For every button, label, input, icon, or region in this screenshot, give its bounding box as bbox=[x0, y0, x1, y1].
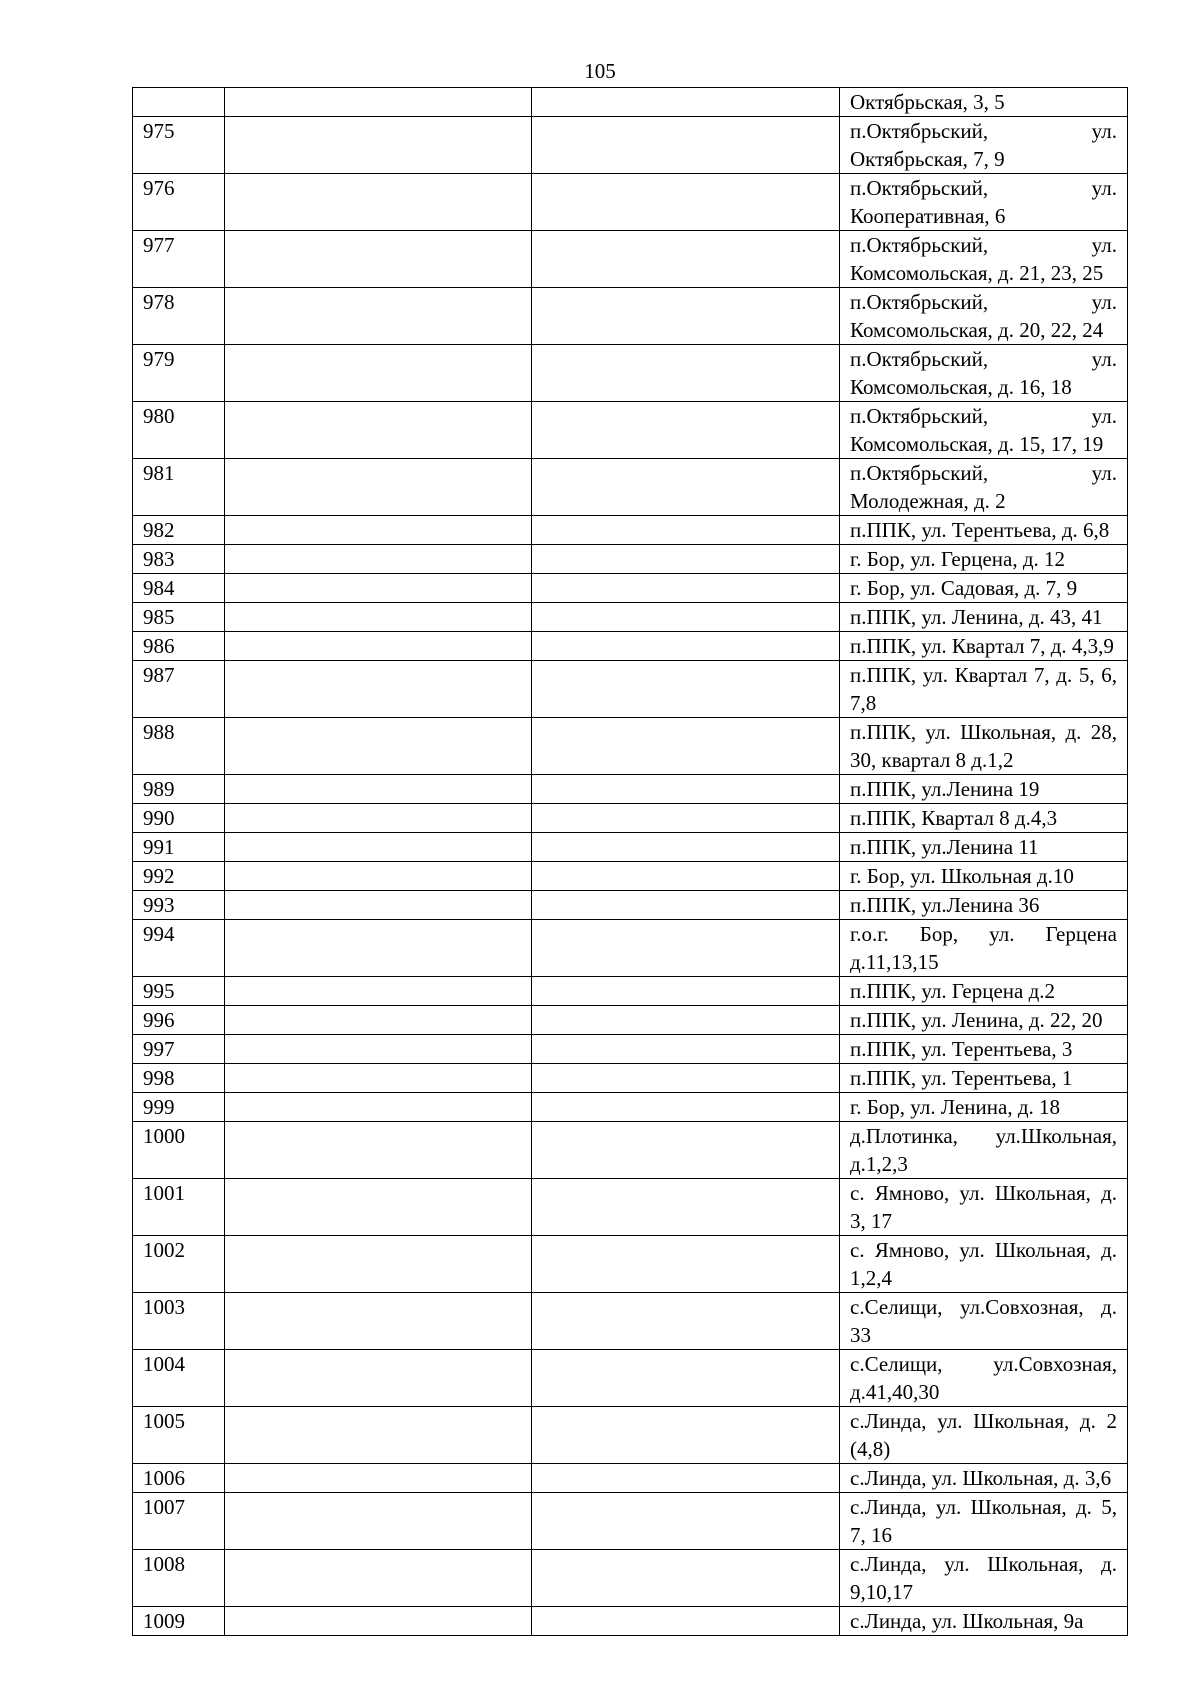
address-cell: п.ППК, ул. Терентьева, 1 bbox=[840, 1064, 1128, 1093]
empty-cell bbox=[532, 1122, 840, 1179]
address-cell: д.Плотинка, ул.Школьная, д.1,2,3 bbox=[840, 1122, 1128, 1179]
address-cell: с. Ямново, ул. Школьная, д. 1,2,4 bbox=[840, 1236, 1128, 1293]
row-number bbox=[133, 88, 225, 117]
table-row bbox=[133, 1122, 1128, 1179]
empty-cell bbox=[532, 1350, 840, 1407]
empty-cell bbox=[225, 1035, 532, 1064]
table-row bbox=[133, 1179, 1128, 1236]
address-cell: Октябрьская, 3, 5 bbox=[840, 88, 1128, 117]
empty-cell bbox=[225, 920, 532, 977]
row-number: 993 bbox=[133, 891, 225, 920]
empty-cell bbox=[532, 1464, 840, 1493]
address-cell: п.Октябрьский, ул. Комсомольская, д. 15, 17, 19 bbox=[840, 402, 1128, 459]
empty-cell bbox=[532, 516, 840, 545]
empty-cell bbox=[532, 1236, 840, 1293]
table-row bbox=[133, 345, 1128, 402]
address-cell: с.Линда, ул. Школьная, д. 5, 7, 16 bbox=[840, 1493, 1128, 1550]
table-row bbox=[133, 1093, 1128, 1122]
empty-cell bbox=[532, 459, 840, 516]
empty-cell bbox=[532, 345, 840, 402]
row-number: 982 bbox=[133, 516, 225, 545]
address-cell: п.ППК, Квартал 8 д.4,3 bbox=[840, 804, 1128, 833]
table-row bbox=[133, 632, 1128, 661]
row-number: 978 bbox=[133, 288, 225, 345]
row-number: 996 bbox=[133, 1006, 225, 1035]
table-row bbox=[133, 1464, 1128, 1493]
address-cell: с.Линда, ул. Школьная, д. 3,6 bbox=[840, 1464, 1128, 1493]
empty-cell bbox=[532, 804, 840, 833]
row-number: 986 bbox=[133, 632, 225, 661]
row-number: 994 bbox=[133, 920, 225, 977]
address-cell: с.Линда, ул. Школьная, д. 9,10,17 bbox=[840, 1550, 1128, 1607]
table-row bbox=[133, 1006, 1128, 1035]
empty-cell bbox=[225, 516, 532, 545]
table-row bbox=[133, 1350, 1128, 1407]
table-row bbox=[133, 833, 1128, 862]
address-cell: п.ППК, ул. Квартал 7, д. 5, 6, 7,8 bbox=[840, 661, 1128, 718]
empty-cell bbox=[532, 603, 840, 632]
empty-cell bbox=[532, 920, 840, 977]
row-number: 991 bbox=[133, 833, 225, 862]
empty-cell bbox=[225, 402, 532, 459]
empty-cell bbox=[225, 775, 532, 804]
address-cell: п.Октябрьский, ул. Молодежная, д. 2 bbox=[840, 459, 1128, 516]
table-row bbox=[133, 402, 1128, 459]
row-number: 1002 bbox=[133, 1236, 225, 1293]
address-cell: п.ППК, ул. Школьная, д. 28, 30, квартал 8 д.1,2 bbox=[840, 718, 1128, 775]
empty-cell bbox=[225, 574, 532, 603]
table-row bbox=[133, 891, 1128, 920]
address-cell: п.ППК, ул. Ленина, д. 22, 20 bbox=[840, 1006, 1128, 1035]
empty-cell bbox=[225, 545, 532, 574]
row-number: 997 bbox=[133, 1035, 225, 1064]
empty-cell bbox=[532, 402, 840, 459]
table-row bbox=[133, 1064, 1128, 1093]
row-number: 985 bbox=[133, 603, 225, 632]
empty-cell bbox=[225, 661, 532, 718]
row-number: 979 bbox=[133, 345, 225, 402]
row-number: 980 bbox=[133, 402, 225, 459]
address-cell: п.Октябрьский, ул. Комсомольская, д. 20, 22, 24 bbox=[840, 288, 1128, 345]
address-cell: г.о.г. Бор, ул. Герцена д.11,13,15 bbox=[840, 920, 1128, 977]
row-number: 975 bbox=[133, 117, 225, 174]
address-cell: п.ППК, ул. Квартал 7, д. 4,3,9 bbox=[840, 632, 1128, 661]
empty-cell bbox=[225, 1293, 532, 1350]
empty-cell bbox=[532, 977, 840, 1006]
empty-cell bbox=[532, 1407, 840, 1464]
empty-cell bbox=[532, 1293, 840, 1350]
address-table bbox=[132, 87, 1128, 1636]
empty-cell bbox=[225, 603, 532, 632]
table-row bbox=[133, 920, 1128, 977]
address-cell: с.Селищи, ул.Совхозная, д. 33 bbox=[840, 1293, 1128, 1350]
row-number: 1001 bbox=[133, 1179, 225, 1236]
empty-cell bbox=[225, 459, 532, 516]
empty-cell bbox=[532, 1493, 840, 1550]
address-cell: п.ППК, ул.Ленина 36 bbox=[840, 891, 1128, 920]
table-row bbox=[133, 174, 1128, 231]
table-row bbox=[133, 288, 1128, 345]
row-number: 1000 bbox=[133, 1122, 225, 1179]
table-row bbox=[133, 1493, 1128, 1550]
empty-cell bbox=[225, 1236, 532, 1293]
row-number: 1005 bbox=[133, 1407, 225, 1464]
table-row bbox=[133, 516, 1128, 545]
row-number: 1004 bbox=[133, 1350, 225, 1407]
empty-cell bbox=[532, 288, 840, 345]
table-row bbox=[133, 1293, 1128, 1350]
empty-cell bbox=[225, 88, 532, 117]
empty-cell bbox=[225, 117, 532, 174]
row-number: 1003 bbox=[133, 1293, 225, 1350]
row-number: 1009 bbox=[133, 1607, 225, 1636]
address-cell: с.Линда, ул. Школьная, д. 2 (4,8) bbox=[840, 1407, 1128, 1464]
table-row bbox=[133, 1035, 1128, 1064]
row-number: 983 bbox=[133, 545, 225, 574]
address-cell: п.ППК, ул. Терентьева, 3 bbox=[840, 1035, 1128, 1064]
table-row bbox=[133, 661, 1128, 718]
row-number: 990 bbox=[133, 804, 225, 833]
empty-cell bbox=[225, 862, 532, 891]
empty-cell bbox=[532, 231, 840, 288]
address-cell: п.Октябрьский, ул. Комсомольская, д. 21, 23, 25 bbox=[840, 231, 1128, 288]
row-number: 977 bbox=[133, 231, 225, 288]
row-number: 976 bbox=[133, 174, 225, 231]
empty-cell bbox=[532, 1006, 840, 1035]
empty-cell bbox=[532, 1179, 840, 1236]
row-number: 981 bbox=[133, 459, 225, 516]
empty-cell bbox=[225, 288, 532, 345]
table-row bbox=[133, 459, 1128, 516]
empty-cell bbox=[225, 231, 532, 288]
address-cell: п.ППК, ул.Ленина 19 bbox=[840, 775, 1128, 804]
row-number: 984 bbox=[133, 574, 225, 603]
empty-cell bbox=[225, 1493, 532, 1550]
row-number: 992 bbox=[133, 862, 225, 891]
row-number: 989 bbox=[133, 775, 225, 804]
address-cell: с.Линда, ул. Школьная, 9а bbox=[840, 1607, 1128, 1636]
empty-cell bbox=[225, 1607, 532, 1636]
empty-cell bbox=[225, 345, 532, 402]
empty-cell bbox=[532, 891, 840, 920]
empty-cell bbox=[225, 1006, 532, 1035]
row-number: 999 bbox=[133, 1093, 225, 1122]
empty-cell bbox=[225, 977, 532, 1006]
empty-cell bbox=[225, 804, 532, 833]
table-row bbox=[133, 1550, 1128, 1607]
row-number: 988 bbox=[133, 718, 225, 775]
empty-cell bbox=[532, 88, 840, 117]
address-cell: п.Октябрьский, ул. Кооперативная, 6 bbox=[840, 174, 1128, 231]
address-cell: п.ППК, ул. Герцена д.2 bbox=[840, 977, 1128, 1006]
row-number: 1008 bbox=[133, 1550, 225, 1607]
empty-cell bbox=[225, 1093, 532, 1122]
empty-cell bbox=[225, 718, 532, 775]
table-row bbox=[133, 862, 1128, 891]
table-row bbox=[133, 977, 1128, 1006]
empty-cell bbox=[532, 775, 840, 804]
row-number: 1006 bbox=[133, 1464, 225, 1493]
empty-cell bbox=[532, 1550, 840, 1607]
empty-cell bbox=[532, 545, 840, 574]
table-row bbox=[133, 603, 1128, 632]
address-cell: п.ППК, ул. Ленина, д. 43, 41 bbox=[840, 603, 1128, 632]
row-number: 998 bbox=[133, 1064, 225, 1093]
table-row bbox=[133, 545, 1128, 574]
empty-cell bbox=[532, 862, 840, 891]
empty-cell bbox=[225, 632, 532, 661]
empty-cell bbox=[532, 833, 840, 862]
empty-cell bbox=[532, 1093, 840, 1122]
empty-cell bbox=[225, 891, 532, 920]
address-cell: с.Селищи, ул.Совхозная, д.41,40,30 bbox=[840, 1350, 1128, 1407]
address-cell: с. Ямново, ул. Школьная, д. 3, 17 bbox=[840, 1179, 1128, 1236]
table-row bbox=[133, 1407, 1128, 1464]
empty-cell bbox=[532, 632, 840, 661]
empty-cell bbox=[532, 574, 840, 603]
table-row bbox=[133, 775, 1128, 804]
row-number: 1007 bbox=[133, 1493, 225, 1550]
address-cell: п.ППК, ул. Терентьева, д. 6,8 bbox=[840, 516, 1128, 545]
empty-cell bbox=[532, 1035, 840, 1064]
empty-cell bbox=[225, 174, 532, 231]
address-cell: г. Бор, ул. Ленина, д. 18 bbox=[840, 1093, 1128, 1122]
empty-cell bbox=[225, 1550, 532, 1607]
empty-cell bbox=[532, 174, 840, 231]
empty-cell bbox=[225, 1407, 532, 1464]
address-cell: г. Бор, ул. Герцена, д. 12 bbox=[840, 545, 1128, 574]
empty-cell bbox=[532, 117, 840, 174]
empty-cell bbox=[532, 661, 840, 718]
empty-cell bbox=[225, 1179, 532, 1236]
address-cell: г. Бор, ул. Школьная д.10 bbox=[840, 862, 1128, 891]
address-cell: г. Бор, ул. Садовая, д. 7, 9 bbox=[840, 574, 1128, 603]
table-row bbox=[133, 804, 1128, 833]
row-number: 995 bbox=[133, 977, 225, 1006]
address-cell: п.Октябрьский, ул. Октябрьская, 7, 9 bbox=[840, 117, 1128, 174]
empty-cell bbox=[532, 1607, 840, 1636]
table-row bbox=[133, 574, 1128, 603]
address-table-body bbox=[133, 88, 1128, 1636]
table-row bbox=[133, 718, 1128, 775]
address-cell: п.ППК, ул.Ленина 11 bbox=[840, 833, 1128, 862]
table-row bbox=[133, 117, 1128, 174]
empty-cell bbox=[225, 1064, 532, 1093]
empty-cell bbox=[225, 1122, 532, 1179]
table-row bbox=[133, 1236, 1128, 1293]
table-row bbox=[133, 231, 1128, 288]
empty-cell bbox=[532, 1064, 840, 1093]
empty-cell bbox=[225, 1350, 532, 1407]
page-number: 105 bbox=[584, 59, 616, 83]
table-row bbox=[133, 88, 1128, 117]
empty-cell bbox=[225, 1464, 532, 1493]
table-row bbox=[133, 1607, 1128, 1636]
row-number: 987 bbox=[133, 661, 225, 718]
address-cell: п.Октябрьский, ул. Комсомольская, д. 16, 18 bbox=[840, 345, 1128, 402]
empty-cell bbox=[532, 718, 840, 775]
empty-cell bbox=[225, 833, 532, 862]
